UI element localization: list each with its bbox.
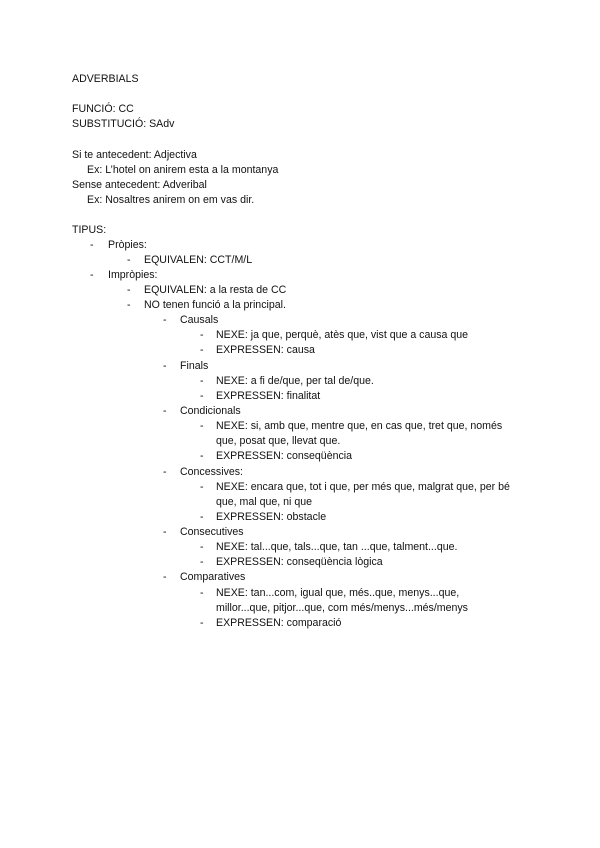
tipus-heading: TIPUS:	[72, 224, 107, 236]
bullet-dash: -	[163, 314, 167, 326]
causals-expressen: EXPRESSEN: causa	[216, 344, 315, 356]
bullet-dash: -	[200, 617, 204, 629]
bullet-dash: -	[200, 481, 204, 493]
si-antecedent-line: Si te antecedent: Adjectiva	[72, 149, 197, 161]
concessives-nexe-line1: NEXE: encara que, tot i que, per més que, malgrat que, per bé	[216, 481, 510, 493]
bullet-dash: -	[163, 526, 167, 538]
impropies-label: Impròpies:	[108, 269, 158, 281]
consecutives-nexe: NEXE: tal...que, tals...que, tan ...que, talment...que.	[216, 541, 458, 553]
type-name-finals: Finals	[180, 360, 209, 372]
sense-antecedent-line: Sense antecedent: Adveribal	[72, 179, 207, 191]
bullet-dash: -	[200, 420, 204, 432]
type-name-concessives: Concessives:	[180, 466, 243, 478]
condicionals-expressen: EXPRESSEN: conseqüència	[216, 450, 353, 462]
type-name-consecutives: Consecutives	[180, 526, 244, 538]
bullet-dash: -	[200, 511, 204, 523]
propies-label: Pròpies:	[108, 239, 147, 251]
type-name-comparatives: Comparatives	[180, 571, 246, 583]
condicionals-nexe-line1: NEXE: si, amb que, mentre que, en cas que, tret que, només	[216, 420, 503, 432]
bullet-dash: -	[163, 405, 167, 417]
document-title: ADVERBIALS	[72, 73, 139, 85]
bullet-dash: -	[163, 571, 167, 583]
comparatives-nexe-line1: NEXE: tan...com, igual que, més..que, menys...que,	[216, 587, 460, 599]
comparatives-expressen: EXPRESSEN: comparació	[216, 617, 342, 629]
consecutives-expressen: EXPRESSEN: conseqüència lògica	[216, 556, 383, 568]
bullet-dash: -	[90, 239, 94, 251]
funcio-line: FUNCIÓ: CC	[72, 103, 134, 115]
substitucio-line: SUBSTITUCIÓ: SAdv	[72, 118, 175, 130]
bullet-dash: -	[163, 360, 167, 372]
condicionals-nexe-line2: que, posat que, llevat que.	[216, 435, 341, 447]
bullet-dash: -	[90, 269, 94, 281]
comparatives-nexe-line2: millor...que, pitjor...que, com més/menys...més/menys	[216, 602, 468, 614]
finals-expressen: EXPRESSEN: finalitat	[216, 390, 321, 402]
bullet-dash: -	[200, 390, 204, 402]
bullet-dash: -	[200, 344, 204, 356]
finals-nexe: NEXE: a fi de/que, per tal de/que.	[216, 375, 374, 387]
bullet-dash: -	[200, 587, 204, 599]
causals-nexe: NEXE: ja que, perquè, atès que, vist que a causa que	[216, 329, 469, 341]
propies-equivalen: EQUIVALEN: CCT/M/L	[144, 254, 253, 266]
bullet-dash: -	[200, 329, 204, 341]
impropies-no-funcio: NO tenen funció a la principal.	[144, 299, 286, 311]
bullet-dash: -	[127, 284, 131, 296]
bullet-dash: -	[163, 466, 167, 478]
bullet-dash: -	[200, 375, 204, 387]
impropies-equivalen: EQUIVALEN: a la resta de CC	[144, 284, 287, 296]
sense-antecedent-example: Ex: Nosaltres anirem on em vas dir.	[87, 194, 255, 206]
type-name-condicionals: Condicionals	[180, 405, 241, 417]
bullet-dash: -	[200, 541, 204, 553]
bullet-dash: -	[127, 254, 131, 266]
bullet-dash: -	[127, 299, 131, 311]
bullet-dash: -	[200, 556, 204, 568]
concessives-nexe-line2: que, mal que, ni que	[216, 496, 313, 508]
si-antecedent-example: Ex: L’hotel on anirem esta a la montanya	[87, 164, 279, 176]
bullet-dash: -	[200, 450, 204, 462]
type-name-causals: Causals	[180, 314, 219, 326]
concessives-expressen: EXPRESSEN: obstacle	[216, 511, 327, 523]
